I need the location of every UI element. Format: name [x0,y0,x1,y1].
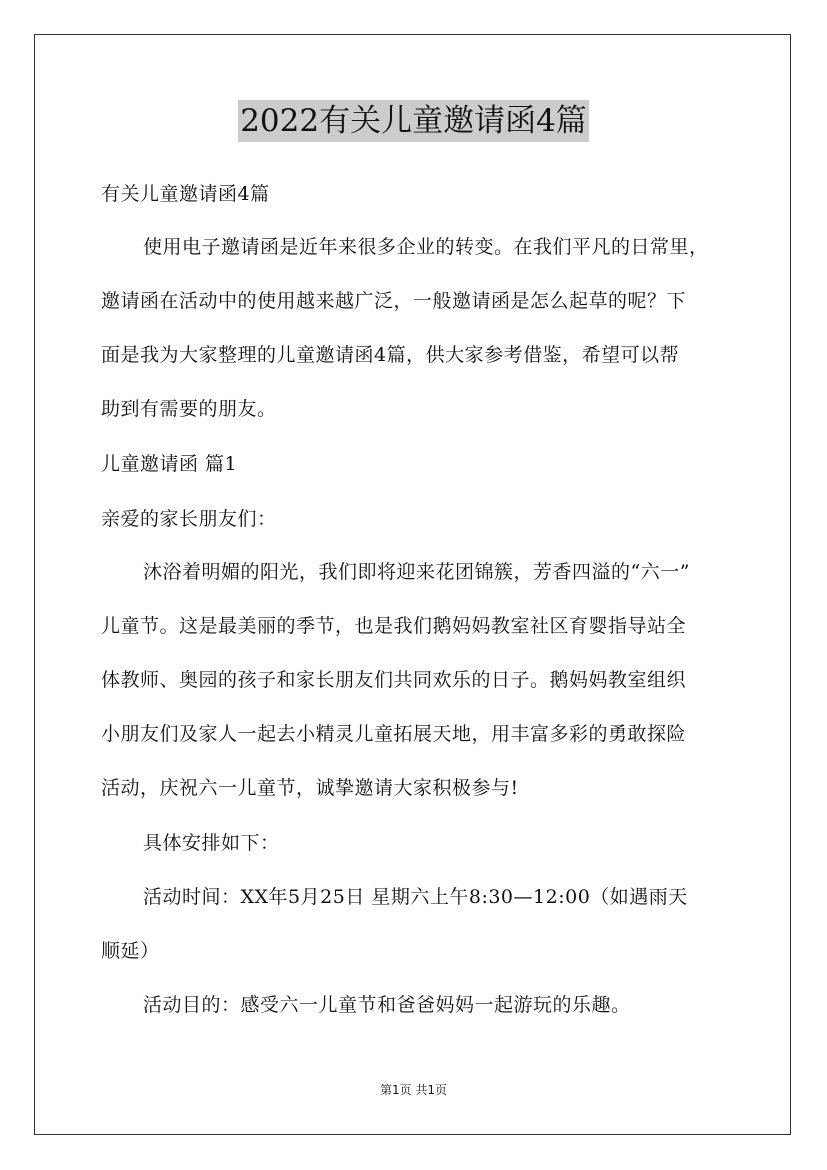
subtitle: 有关儿童邀请函4篇 [101,183,270,205]
paragraph-line: 顺延） [101,940,160,962]
document-title: 2022有关儿童邀请函4篇 [238,100,589,142]
salutation: 亲爱的家长朋友们： [101,508,277,530]
paragraph-line: 面是我为大家整理的儿童邀请函4篇，供大家参考借鉴，希望可以帮 [101,344,680,366]
paragraph-line: 活动，庆祝六一儿童节，诚挚邀请大家积极参与! [101,777,519,799]
paragraph-line: 小朋友们及家人一起去小精灵儿童拓展天地，用丰富多彩的勇敢探险 [101,723,687,745]
paragraph-line: 活动时间：XX年5月25日 星期六上午8:30—12:00（如遇雨天 [143,886,688,908]
section-heading: 儿童邀请函 篇1 [101,453,238,475]
paragraph-line: 具体安排如下： [143,832,280,854]
paragraph-line: 沐浴着明媚的阳光，我们即将迎来花团锦簇，芳香四溢的“六一” [143,561,690,583]
page-number-footer: 第1页 共1页 [379,1083,448,1097]
paragraph-line: 使用电子邀请函是近年来很多企业的转变。在我们平凡的日常里， [143,236,709,258]
paragraph-line: 活动目的：感受六一儿童节和爸爸妈妈一起游玩的乐趣。 [143,994,631,1016]
title-container [0,100,827,142]
paragraph-line: 邀请函在活动中的使用越来越广泛，一般邀请函是怎么起草的呢？下 [101,290,687,312]
paragraph-line: 儿童节。这是最美丽的季节，也是我们鹅妈妈教室社区育婴指导站全 [101,615,687,637]
paragraph-line: 体教师、奥园的孩子和家长朋友们共同欢乐的日子。鹅妈妈教室组织 [101,669,687,691]
paragraph-line: 助到有需要的朋友。 [101,398,277,420]
